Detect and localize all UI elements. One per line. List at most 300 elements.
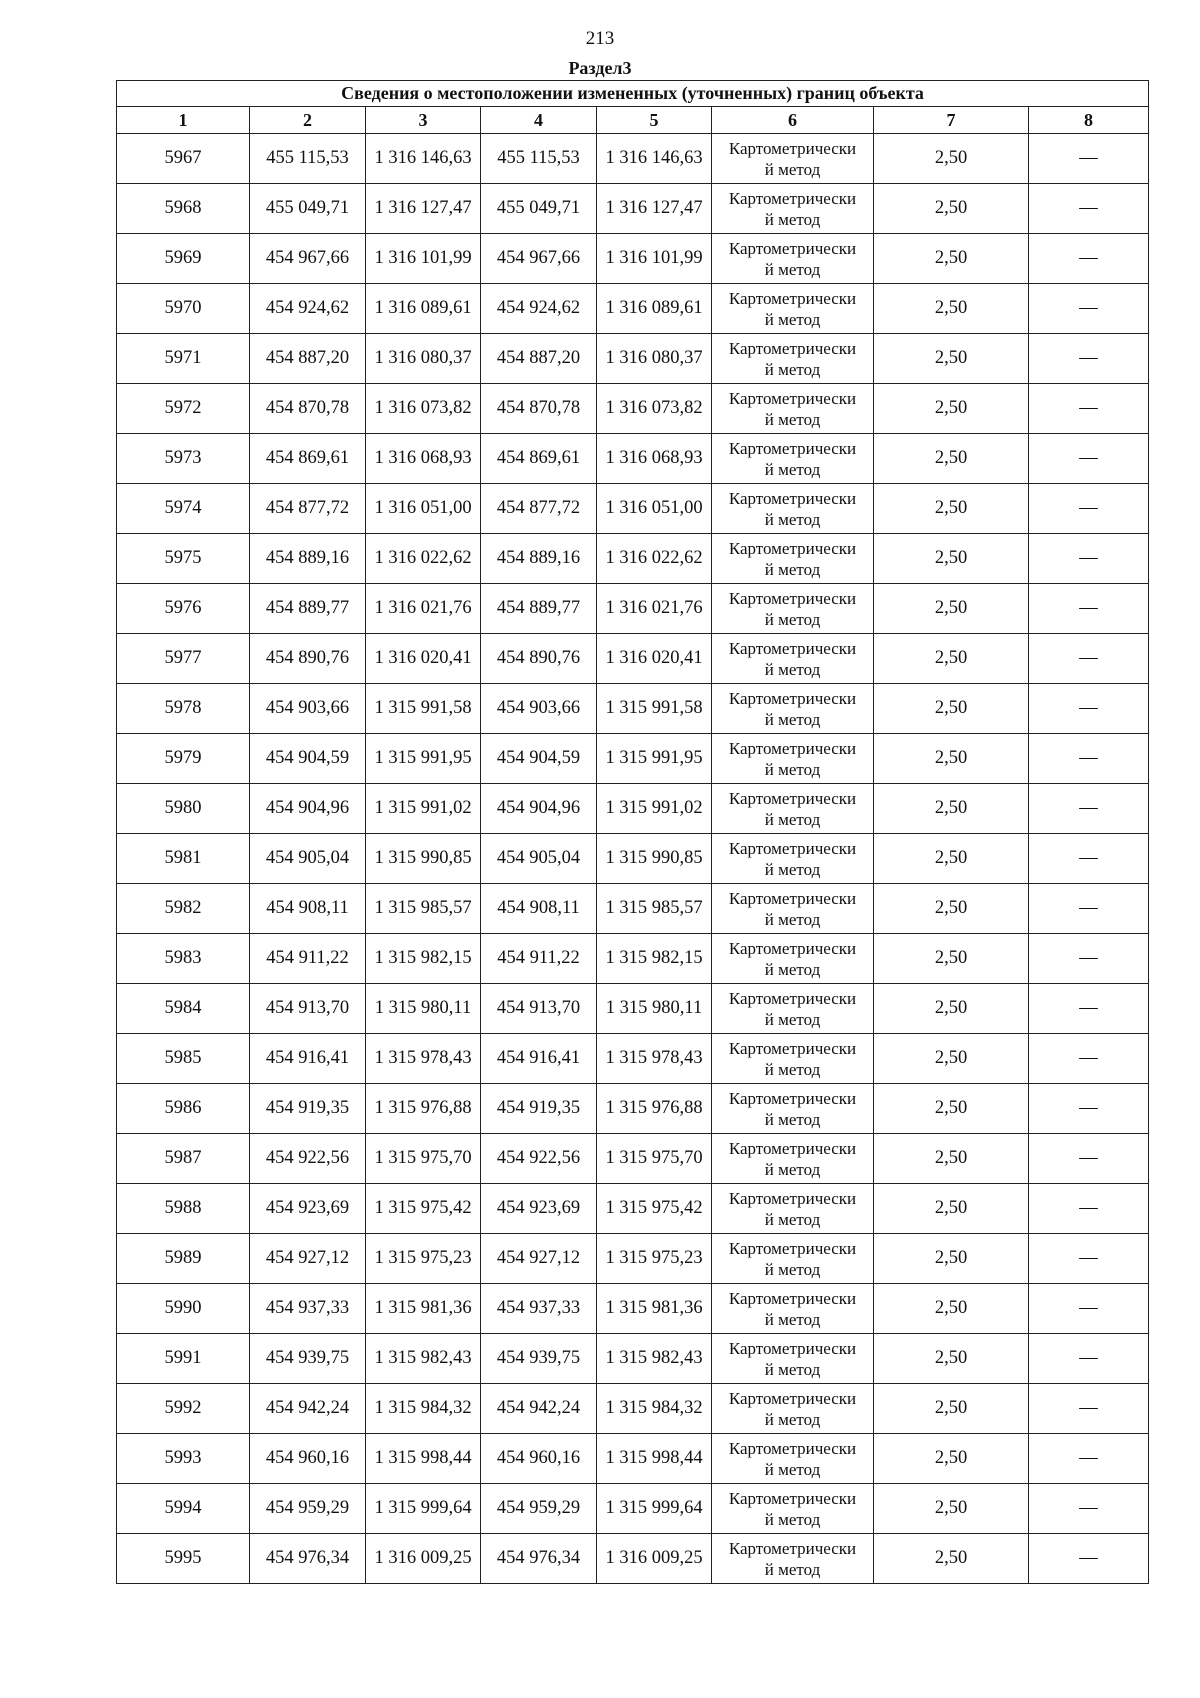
table-row [117,1384,1149,1434]
method-cell [712,1034,874,1084]
method-text-line: Картометрически [728,638,857,658]
y-coordinate-cell: 1 316 051,00 [366,484,481,534]
table-row [117,784,1149,834]
method-cell [712,884,874,934]
point-number-cell: 5971 [117,334,250,384]
method-text-line: й метод [764,759,821,779]
table-row [117,384,1149,434]
y-coordinate-cell: 1 316 089,61 [366,284,481,334]
y-coordinate-cell: 1 316 080,37 [597,334,712,384]
y-coordinate-cell: 1 316 146,63 [597,134,712,184]
point-number-cell: 5987 [117,1134,250,1184]
accuracy-cell: 2,50 [874,1534,1029,1584]
x-coordinate-cell: 454 919,35 [481,1084,597,1134]
y-coordinate-cell: 1 315 975,70 [597,1134,712,1184]
method-text-line: й метод [764,1409,821,1429]
column-number: 4 [481,107,597,134]
note-cell: — [1029,1334,1149,1384]
method-cell [712,784,874,834]
accuracy-cell: 2,50 [874,434,1029,484]
method-text-line: Картометрически [728,1538,857,1558]
x-coordinate-cell: 454 904,96 [481,784,597,834]
accuracy-cell: 2,50 [874,1434,1029,1484]
method-cell [712,1134,874,1184]
x-coordinate-cell: 454 923,69 [481,1184,597,1234]
accuracy-cell: 2,50 [874,484,1029,534]
note-cell: — [1029,1134,1149,1184]
table-row [117,1084,1149,1134]
table-row [117,1434,1149,1484]
x-coordinate-cell: 454 919,35 [250,1084,366,1134]
table-row [117,1034,1149,1084]
y-coordinate-cell: 1 315 991,95 [366,734,481,784]
method-text-line: Картометрически [728,138,857,158]
method-text-line: й метод [764,1259,821,1279]
x-coordinate-cell: 454 887,20 [250,334,366,384]
accuracy-cell: 2,50 [874,334,1029,384]
x-coordinate-cell: 454 869,61 [481,434,597,484]
note-cell: — [1029,1184,1149,1234]
method-text-line: й метод [764,309,821,329]
note-cell: — [1029,1434,1149,1484]
x-coordinate-cell: 454 967,66 [481,234,597,284]
y-coordinate-cell: 1 315 998,44 [366,1434,481,1484]
accuracy-cell: 2,50 [874,984,1029,1034]
accuracy-cell: 2,50 [874,584,1029,634]
column-number: 1 [117,107,250,134]
method-cell [712,634,874,684]
method-text-line: Картометрически [728,688,857,708]
table-row [117,234,1149,284]
method-text-line: й метод [764,1359,821,1379]
x-coordinate-cell: 454 889,77 [250,584,366,634]
y-coordinate-cell: 1 315 980,11 [366,984,481,1034]
x-coordinate-cell: 454 967,66 [250,234,366,284]
point-number-cell: 5974 [117,484,250,534]
y-coordinate-cell: 1 315 975,23 [597,1234,712,1284]
table-row [117,1334,1149,1384]
note-cell: — [1029,484,1149,534]
method-text-line: Картометрически [728,238,857,258]
method-text-line: й метод [764,709,821,729]
y-coordinate-cell: 1 315 982,15 [597,934,712,984]
point-number-cell: 5970 [117,284,250,334]
method-text-line: Картометрически [728,1338,857,1358]
x-coordinate-cell: 454 939,75 [481,1334,597,1384]
method-cell [712,834,874,884]
method-text-line: Картометрически [728,1188,857,1208]
point-number-cell: 5993 [117,1434,250,1484]
x-coordinate-cell: 454 908,11 [481,884,597,934]
method-text-line: й метод [764,1209,821,1229]
accuracy-cell: 2,50 [874,1234,1029,1284]
table-row [117,1184,1149,1234]
accuracy-cell: 2,50 [874,134,1029,184]
x-coordinate-cell: 454 927,12 [250,1234,366,1284]
note-cell: — [1029,984,1149,1034]
table-row [117,984,1149,1034]
accuracy-cell: 2,50 [874,1084,1029,1134]
table-row [117,534,1149,584]
column-number: 6 [712,107,874,134]
note-cell: — [1029,534,1149,584]
point-number-cell: 5982 [117,884,250,934]
point-number-cell: 5976 [117,584,250,634]
accuracy-cell: 2,50 [874,634,1029,684]
method-cell [712,984,874,1034]
x-coordinate-cell: 454 942,24 [250,1384,366,1434]
accuracy-cell: 2,50 [874,234,1029,284]
y-coordinate-cell: 1 316 146,63 [366,134,481,184]
x-coordinate-cell: 454 916,41 [250,1034,366,1084]
x-coordinate-cell: 454 960,16 [481,1434,597,1484]
x-coordinate-cell: 455 049,71 [250,184,366,234]
table-caption: Сведения о местоположении измененных (уточненных) границ объекта [117,81,1149,107]
column-number: 3 [366,107,481,134]
method-text-line: Картометрически [728,1288,857,1308]
y-coordinate-cell: 1 315 975,42 [366,1184,481,1234]
x-coordinate-cell: 454 937,33 [481,1284,597,1334]
y-coordinate-cell: 1 316 009,25 [597,1534,712,1584]
x-coordinate-cell: 454 870,78 [250,384,366,434]
method-cell [712,134,874,184]
y-coordinate-cell: 1 315 980,11 [597,984,712,1034]
note-cell: — [1029,1084,1149,1134]
method-cell [712,1234,874,1284]
point-number-cell: 5968 [117,184,250,234]
note-cell: — [1029,334,1149,384]
method-text-line: й метод [764,1059,821,1079]
note-cell: — [1029,684,1149,734]
note-cell: — [1029,934,1149,984]
accuracy-cell: 2,50 [874,1484,1029,1534]
table-row [117,834,1149,884]
accuracy-cell: 2,50 [874,284,1029,334]
y-coordinate-cell: 1 315 999,64 [366,1484,481,1534]
x-coordinate-cell: 454 913,70 [481,984,597,1034]
method-text-line: Картометрически [728,188,857,208]
point-number-cell: 5978 [117,684,250,734]
method-cell [712,534,874,584]
accuracy-cell: 2,50 [874,784,1029,834]
x-coordinate-cell: 454 903,66 [481,684,597,734]
method-cell [712,684,874,734]
y-coordinate-cell: 1 315 981,36 [366,1284,481,1334]
y-coordinate-cell: 1 315 985,57 [597,884,712,934]
x-coordinate-cell: 454 904,96 [250,784,366,834]
point-number-cell: 5981 [117,834,250,884]
x-coordinate-cell: 454 911,22 [250,934,366,984]
method-text-line: Картометрически [728,588,857,608]
table-row [117,734,1149,784]
method-text-line: й метод [764,609,821,629]
table-row [117,434,1149,484]
accuracy-cell: 2,50 [874,1284,1029,1334]
x-coordinate-cell: 454 905,04 [481,834,597,884]
point-number-cell: 5988 [117,1184,250,1234]
method-text-line: Картометрически [728,1238,857,1258]
y-coordinate-cell: 1 315 990,85 [366,834,481,884]
y-coordinate-cell: 1 315 975,23 [366,1234,481,1284]
x-coordinate-cell: 454 942,24 [481,1384,597,1434]
method-cell [712,1084,874,1134]
x-coordinate-cell: 454 890,76 [250,634,366,684]
method-cell [712,184,874,234]
y-coordinate-cell: 1 315 978,43 [366,1034,481,1084]
note-cell: — [1029,884,1149,934]
y-coordinate-cell: 1 316 009,25 [366,1534,481,1584]
note-cell: — [1029,584,1149,634]
y-coordinate-cell: 1 315 976,88 [366,1084,481,1134]
method-text-line: й метод [764,1509,821,1529]
method-cell [712,284,874,334]
y-coordinate-cell: 1 316 073,82 [597,384,712,434]
method-cell [712,1434,874,1484]
point-number-cell: 5995 [117,1534,250,1584]
accuracy-cell: 2,50 [874,1184,1029,1234]
y-coordinate-cell: 1 315 991,02 [597,784,712,834]
y-coordinate-cell: 1 316 127,47 [366,184,481,234]
x-coordinate-cell: 454 903,66 [250,684,366,734]
method-text-line: й метод [764,1109,821,1129]
method-cell [712,734,874,784]
method-text-line: й метод [764,509,821,529]
note-cell: — [1029,834,1149,884]
x-coordinate-cell: 455 115,53 [250,134,366,184]
point-number-cell: 5989 [117,1234,250,1284]
method-text-line: Картометрически [728,838,857,858]
note-cell: — [1029,1384,1149,1434]
point-number-cell: 5975 [117,534,250,584]
method-text-line: Картометрически [728,538,857,558]
accuracy-cell: 2,50 [874,534,1029,584]
method-text-line: й метод [764,909,821,929]
note-cell: — [1029,784,1149,834]
note-cell: — [1029,1484,1149,1534]
y-coordinate-cell: 1 316 022,62 [366,534,481,584]
point-number-cell: 5979 [117,734,250,784]
method-text-line: й метод [764,809,821,829]
method-cell [712,584,874,634]
x-coordinate-cell: 454 913,70 [250,984,366,1034]
x-coordinate-cell: 454 960,16 [250,1434,366,1484]
accuracy-cell: 2,50 [874,184,1029,234]
y-coordinate-cell: 1 315 982,15 [366,934,481,984]
x-coordinate-cell: 454 869,61 [250,434,366,484]
accuracy-cell: 2,50 [874,384,1029,434]
column-number: 2 [250,107,366,134]
x-coordinate-cell: 454 976,34 [250,1534,366,1584]
method-cell [712,384,874,434]
y-coordinate-cell: 1 316 068,93 [597,434,712,484]
table-row [117,334,1149,384]
method-text-line: й метод [764,859,821,879]
method-cell [712,434,874,484]
note-cell: — [1029,1234,1149,1284]
method-text-line: Картометрически [728,338,857,358]
accuracy-cell: 2,50 [874,684,1029,734]
y-coordinate-cell: 1 316 051,00 [597,484,712,534]
note-cell: — [1029,1284,1149,1334]
method-cell [712,234,874,284]
y-coordinate-cell: 1 315 998,44 [597,1434,712,1484]
method-cell [712,1334,874,1384]
table-row [117,634,1149,684]
note-cell: — [1029,634,1149,684]
method-cell [712,1484,874,1534]
point-number-cell: 5984 [117,984,250,1034]
y-coordinate-cell: 1 315 991,58 [366,684,481,734]
method-text-line: й метод [764,1559,821,1579]
accuracy-cell: 2,50 [874,884,1029,934]
method-text-line: й метод [764,1009,821,1029]
point-number-cell: 5972 [117,384,250,434]
y-coordinate-cell: 1 315 975,70 [366,1134,481,1184]
method-text-line: й метод [764,159,821,179]
x-coordinate-cell: 454 924,62 [250,284,366,334]
method-cell [712,1384,874,1434]
x-coordinate-cell: 454 924,62 [481,284,597,334]
table-row [117,1484,1149,1534]
y-coordinate-cell: 1 315 975,42 [597,1184,712,1234]
method-cell [712,1284,874,1334]
x-coordinate-cell: 454 922,56 [250,1134,366,1184]
point-number-cell: 5977 [117,634,250,684]
method-cell [712,1184,874,1234]
method-cell [712,334,874,384]
method-text-line: й метод [764,459,821,479]
table-body [117,134,1149,1584]
method-cell [712,1534,874,1584]
x-coordinate-cell: 454 927,12 [481,1234,597,1284]
x-coordinate-cell: 454 911,22 [481,934,597,984]
method-text-line: Картометрически [728,388,857,408]
method-text-line: й метод [764,959,821,979]
table-row [117,1534,1149,1584]
point-number-cell: 5973 [117,434,250,484]
note-cell: — [1029,184,1149,234]
column-number-row [117,107,1149,134]
method-text-line: й метод [764,1159,821,1179]
x-coordinate-cell: 454 959,29 [250,1484,366,1534]
table-row [117,1284,1149,1334]
method-text-line: й метод [764,1309,821,1329]
y-coordinate-cell: 1 316 127,47 [597,184,712,234]
x-coordinate-cell: 454 922,56 [481,1134,597,1184]
note-cell: — [1029,734,1149,784]
method-text-line: Картометрически [728,1038,857,1058]
note-cell: — [1029,1034,1149,1084]
y-coordinate-cell: 1 316 089,61 [597,284,712,334]
table-row [117,884,1149,934]
x-coordinate-cell: 454 939,75 [250,1334,366,1384]
table-caption-row [117,81,1149,107]
method-text-line: Картометрически [728,1488,857,1508]
accuracy-cell: 2,50 [874,1034,1029,1084]
method-text-line: Картометрически [728,438,857,458]
note-cell: — [1029,284,1149,334]
note-cell: — [1029,234,1149,284]
y-coordinate-cell: 1 315 999,64 [597,1484,712,1534]
y-coordinate-cell: 1 316 021,76 [366,584,481,634]
y-coordinate-cell: 1 315 991,95 [597,734,712,784]
y-coordinate-cell: 1 316 020,41 [366,634,481,684]
x-coordinate-cell: 454 877,72 [250,484,366,534]
table-row [117,934,1149,984]
x-coordinate-cell: 455 049,71 [481,184,597,234]
x-coordinate-cell: 454 877,72 [481,484,597,534]
y-coordinate-cell: 1 316 021,76 [597,584,712,634]
point-number-cell: 5990 [117,1284,250,1334]
x-coordinate-cell: 454 889,16 [481,534,597,584]
x-coordinate-cell: 454 870,78 [481,384,597,434]
table-row [117,284,1149,334]
method-text-line: Картометрически [728,1438,857,1458]
note-cell: — [1029,384,1149,434]
x-coordinate-cell: 454 889,77 [481,584,597,634]
accuracy-cell: 2,50 [874,734,1029,784]
y-coordinate-cell: 1 315 990,85 [597,834,712,884]
method-text-line: й метод [764,359,821,379]
method-text-line: Картометрически [728,1388,857,1408]
y-coordinate-cell: 1 316 020,41 [597,634,712,684]
method-text-line: Картометрически [728,1138,857,1158]
x-coordinate-cell: 454 937,33 [250,1284,366,1334]
method-text-line: й метод [764,209,821,229]
point-number-cell: 5994 [117,1484,250,1534]
method-cell [712,484,874,534]
table-row [117,1134,1149,1184]
y-coordinate-cell: 1 315 991,02 [366,784,481,834]
x-coordinate-cell: 454 905,04 [250,834,366,884]
note-cell: — [1029,134,1149,184]
y-coordinate-cell: 1 316 073,82 [366,384,481,434]
x-coordinate-cell: 454 916,41 [481,1034,597,1084]
point-number-cell: 5969 [117,234,250,284]
accuracy-cell: 2,50 [874,1134,1029,1184]
table-row [117,1234,1149,1284]
table-row [117,184,1149,234]
y-coordinate-cell: 1 316 080,37 [366,334,481,384]
column-number: 7 [874,107,1029,134]
y-coordinate-cell: 1 316 068,93 [366,434,481,484]
y-coordinate-cell: 1 315 982,43 [366,1334,481,1384]
y-coordinate-cell: 1 315 985,57 [366,884,481,934]
table-row [117,134,1149,184]
y-coordinate-cell: 1 316 101,99 [597,234,712,284]
point-number-cell: 5985 [117,1034,250,1084]
point-number-cell: 5967 [117,134,250,184]
column-number: 5 [597,107,712,134]
method-text-line: Картометрически [728,788,857,808]
note-cell: — [1029,434,1149,484]
y-coordinate-cell: 1 316 022,62 [597,534,712,584]
section-title: Раздел3 [568,58,632,78]
method-text-line: Картометрически [728,888,857,908]
point-number-cell: 5991 [117,1334,250,1384]
table-row [117,684,1149,734]
table-row [117,584,1149,634]
accuracy-cell: 2,50 [874,1384,1029,1434]
y-coordinate-cell: 1 315 981,36 [597,1284,712,1334]
column-number: 8 [1029,107,1149,134]
y-coordinate-cell: 1 315 976,88 [597,1084,712,1134]
method-text-line: Картометрически [728,738,857,758]
y-coordinate-cell: 1 315 984,32 [597,1384,712,1434]
table-row [117,484,1149,534]
x-coordinate-cell: 454 889,16 [250,534,366,584]
method-text-line: Картометрически [728,1088,857,1108]
